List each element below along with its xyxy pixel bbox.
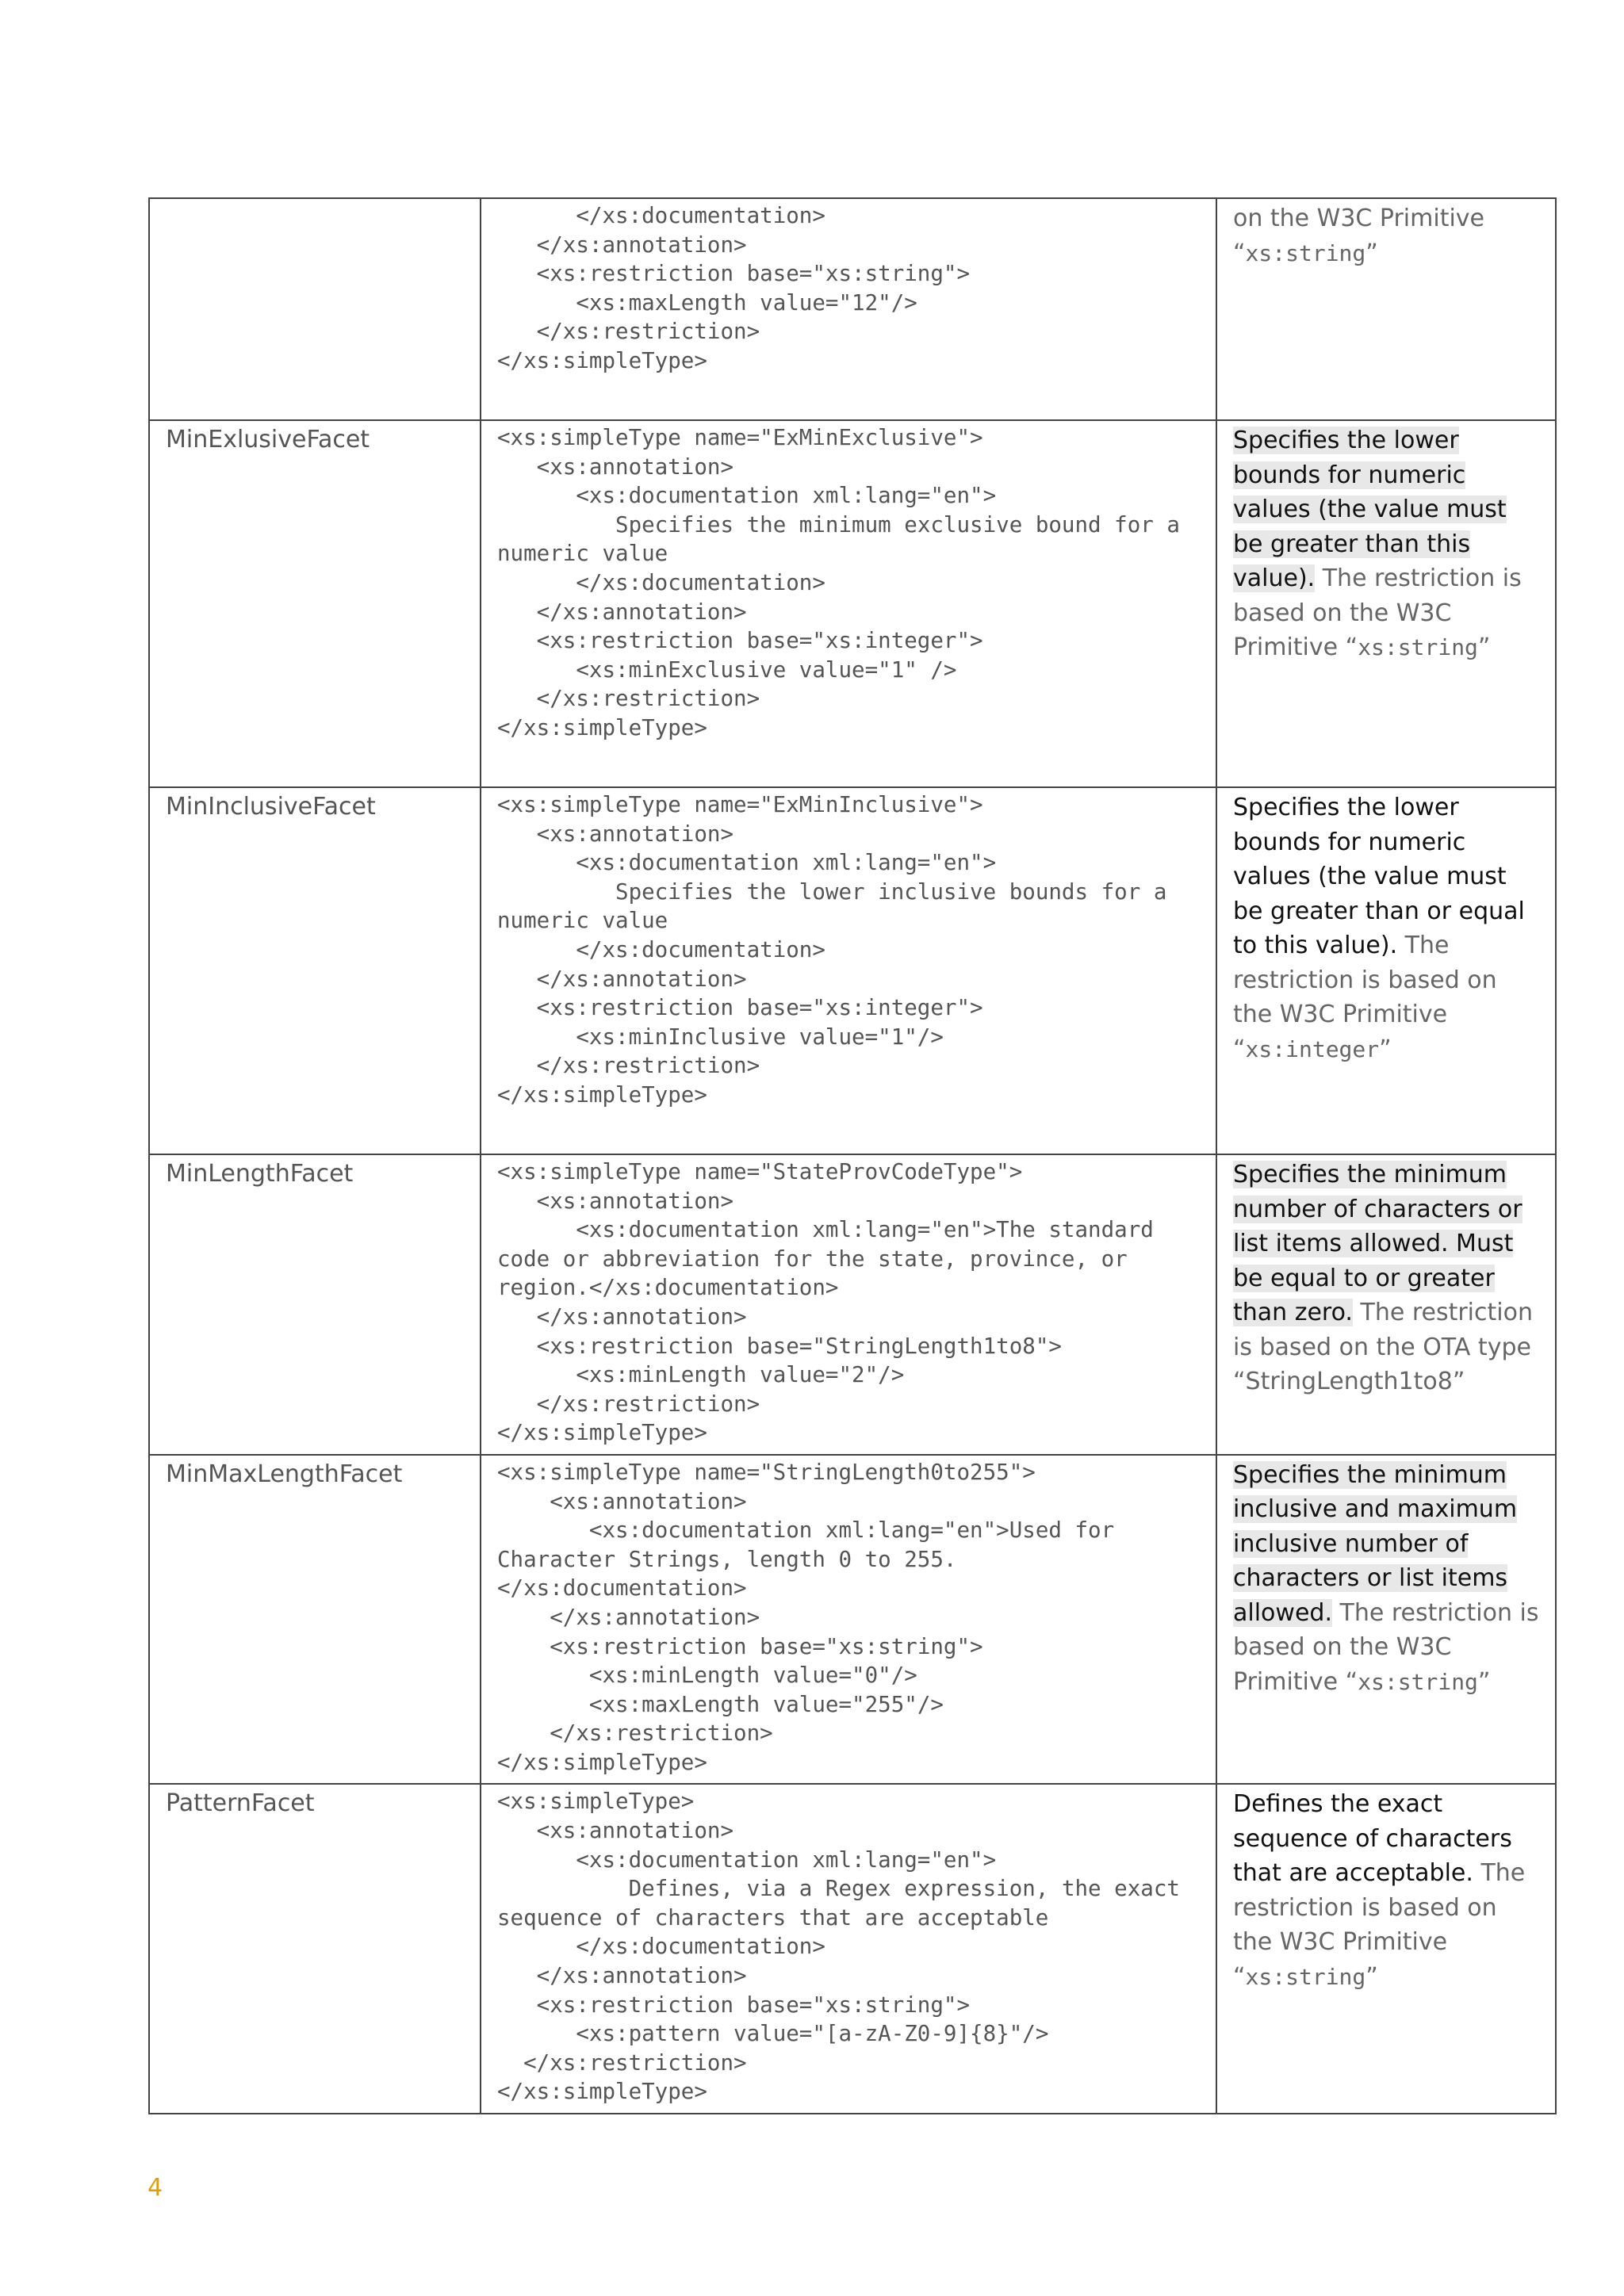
description-type: xs:string — [1245, 239, 1366, 266]
code-cell — [481, 1784, 1216, 2114]
description-rest: The restriction is based on the W3C Primitive “ — [1233, 932, 1497, 1063]
facet-name: MinMaxLengthFacet — [166, 1460, 403, 1488]
code-sample: <xs:simpleType name="ExMinInclusive"> <xs:annotation> <xs:documentation xml:lang="en"> Specifies the lower inclusive bounds for a numeric value </xs:documentation> </xs:annotation> <xs:restriction base="xs:integer"> <xs:minInclusive value="1"/> </xs:restriction> </xs:simpleType> — [497, 792, 1167, 1108]
facet-description — [1233, 1787, 1542, 1994]
facet-name: MinInclusiveFacet — [166, 793, 376, 821]
description-rest: on the W3C Primitive “ — [1233, 205, 1485, 267]
facet-description — [1233, 790, 1542, 1066]
description-rest: The restriction is based on the W3C Primitive “ — [1233, 1859, 1526, 1991]
description-type: xs:integer — [1245, 1035, 1380, 1062]
facet-name: PatternFacet — [166, 1789, 315, 1818]
description-end: ” — [1477, 1667, 1491, 1696]
description-rest: The restriction is based on the OTA type “StringLength1to8” — [1233, 1299, 1533, 1395]
facet-name-cell — [149, 1154, 481, 1455]
description-end: ” — [1365, 239, 1378, 267]
table-row — [149, 1784, 1556, 2114]
code-cell — [481, 420, 1216, 787]
description-cell — [1216, 1784, 1556, 2114]
facet-name-cell — [149, 1784, 481, 2114]
facet-name-cell — [149, 787, 481, 1154]
facet-name-cell — [149, 198, 481, 420]
description-type: xs:string — [1358, 634, 1478, 660]
code-sample: <xs:simpleType> <xs:annotation> <xs:documentation xml:lang="en"> Defines, via a Regex expression, the exact sequence of characters that are acceptable </xs:documentation> </xs:annotation> <xs:restriction base="xs:string"> <xs:pattern value="[a-zA-Z0-9]{8}"/> </xs:restriction> </xs:simpleType> — [497, 1789, 1180, 2105]
facet-description — [1233, 1458, 1542, 1700]
facet-name-cell — [149, 420, 481, 787]
table-row — [149, 787, 1556, 1154]
facet-name: MinExlusiveFacet — [166, 426, 370, 453]
description-cell — [1216, 1455, 1556, 1785]
description-cell — [1216, 1154, 1556, 1455]
description-rest: The restriction is based on the W3C Primitive “ — [1233, 1598, 1539, 1696]
page-number: 4 — [147, 2174, 163, 2202]
description-rest: The restriction is based on the W3C Primitive “ — [1233, 564, 1522, 661]
description-type: xs:string — [1245, 1963, 1366, 1990]
code-sample: <xs:simpleType name="StringLength0to255"> <xs:annotation> <xs:documentation xml:lang="en">Used for Character Strings, length 0 to 255.</xs:documentation> </xs:annotation> <xs:restriction base="xs:string"> <xs:minLength value="0"/> <xs:maxLength value="255"/> </xs:restriction> </xs:simpleType> — [497, 1459, 1115, 1775]
table-row — [149, 1154, 1556, 1455]
table-row — [149, 1455, 1556, 1785]
code-sample: </xs:documentation> </xs:annotation> <xs:restriction base="xs:string"> <xs:maxLength value="12"/> </xs:restriction> </xs:simpleType> — [497, 203, 971, 373]
table-row — [149, 420, 1556, 787]
code-cell — [481, 1455, 1216, 1785]
description-end: ” — [1365, 1962, 1378, 1991]
description-main: Specifies the minimum number of characters or list items allowed. Must be equal to or greater than zero. — [1233, 1161, 1522, 1326]
description-cell — [1216, 787, 1556, 1154]
description-cell — [1216, 420, 1556, 787]
description-main: Specifies the lower bounds for numeric values (the value must be greater than or equal to this value). — [1233, 794, 1525, 959]
facet-name-cell — [149, 1455, 481, 1785]
description-main: Defines the exact sequence of characters that are acceptable. — [1233, 1790, 1512, 1888]
description-main: Specifies the lower bounds for numeric values (the value must be greater than this value). — [1233, 427, 1507, 592]
description-main: Specifies the minimum inclusive and maximum inclusive number of characters or list items allowed. — [1233, 1460, 1518, 1627]
code-cell — [481, 1154, 1216, 1455]
facet-name: MinLengthFacet — [166, 1160, 354, 1188]
description-type: xs:string — [1358, 1668, 1478, 1695]
facet-description — [1233, 1158, 1542, 1399]
description-cell — [1216, 198, 1556, 420]
description-end: ” — [1379, 1035, 1392, 1063]
code-sample: <xs:simpleType name="StateProvCodeType"> <xs:annotation> <xs:documentation xml:lang="en">The standard code or abbreviation for the state, province, or region.</xs:documentation> </xs:annotation> <xs:restriction base="StringLength1to8"> <xs:minLength value="2"/> </xs:restriction> </xs:simpleType> — [497, 1159, 1154, 1446]
facets-table — [148, 197, 1557, 2114]
table-row — [149, 198, 1556, 420]
code-cell — [481, 198, 1216, 420]
facet-description — [1233, 423, 1542, 665]
code-cell — [481, 787, 1216, 1154]
description-end: ” — [1477, 633, 1491, 661]
code-sample: <xs:simpleType name="ExMinExclusive"> <xs:annotation> <xs:documentation xml:lang="en"> Specifies the minimum exclusive bound for a numeric value </xs:documentation> </xs:annotation> <xs:restriction base="xs:integer"> <xs:minExclusive value="1" /> </xs:restriction> </xs:simpleType> — [497, 425, 1180, 740]
facet-description — [1233, 201, 1542, 270]
